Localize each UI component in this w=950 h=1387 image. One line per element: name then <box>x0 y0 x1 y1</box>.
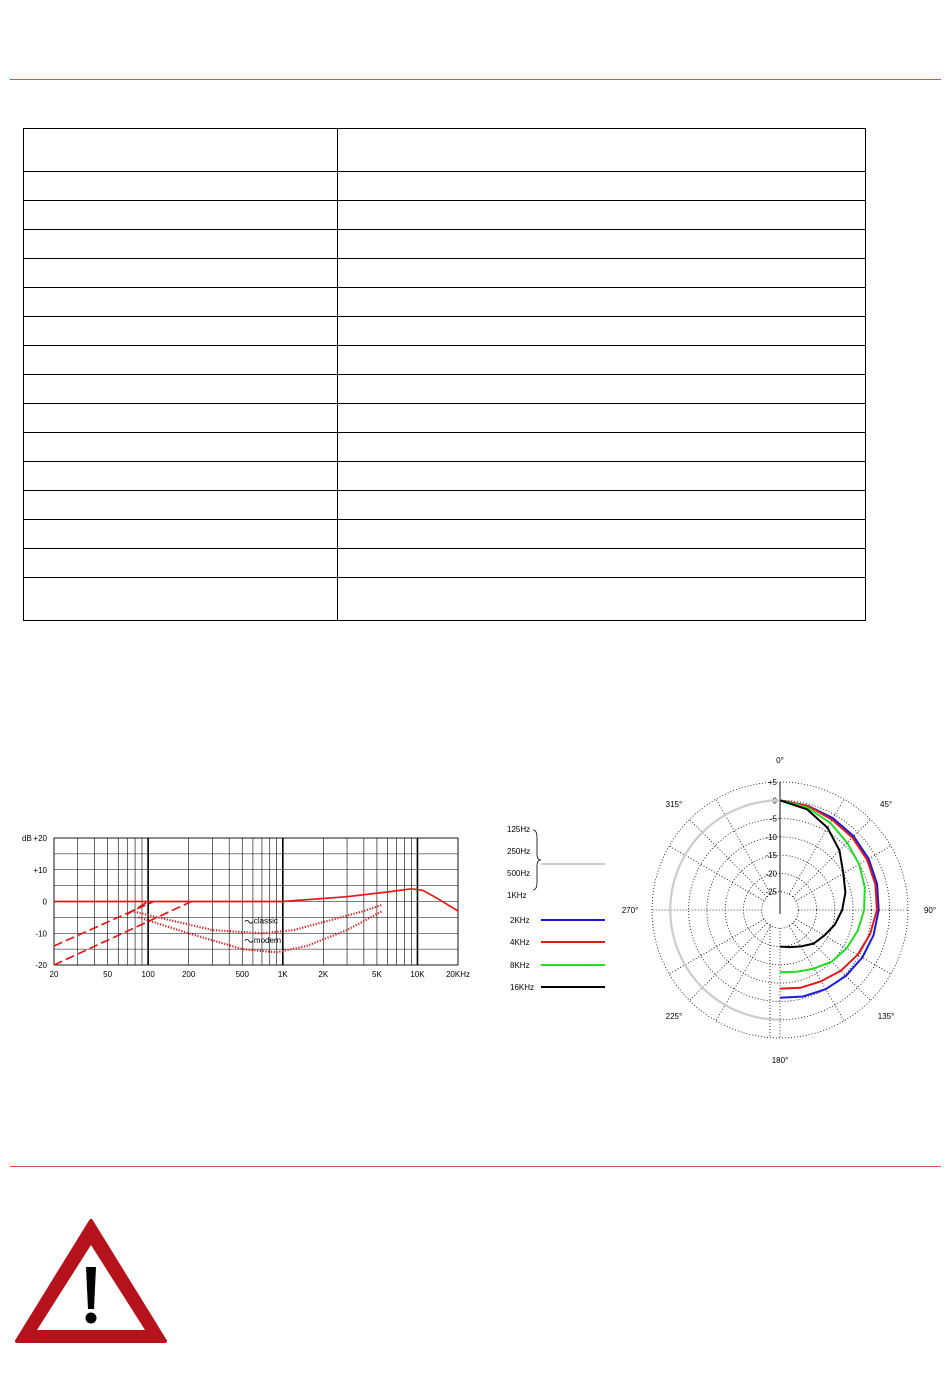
spec-label-cell <box>24 288 338 317</box>
polar-radial-label: 0 <box>772 796 777 806</box>
spec-value-cell <box>338 491 866 520</box>
freq-x-tick-label: 50 <box>103 970 113 979</box>
spec-label-cell <box>24 172 338 201</box>
spec-row <box>24 433 866 462</box>
spec-row <box>24 462 866 491</box>
spec-value-cell <box>338 520 866 549</box>
spec-value-cell <box>338 129 866 172</box>
legend-label: 8KHz <box>510 961 530 970</box>
polar-angle-label: 0° <box>776 756 784 765</box>
polar-spoke <box>669 919 764 974</box>
polar-pattern-chart <box>495 750 940 1070</box>
spec-row <box>24 172 866 201</box>
freq-y-tick-label: -10 <box>35 929 47 939</box>
polar-spoke <box>796 919 891 974</box>
legend-label: 2KHz <box>510 916 530 925</box>
spec-label-cell <box>24 578 338 621</box>
freq-series-dashed <box>54 902 154 947</box>
spec-table <box>23 128 866 621</box>
spec-value-cell <box>338 172 866 201</box>
freq-y-axis-label: dB <box>22 834 32 843</box>
polar-angle-label: 315° <box>665 799 683 809</box>
polar-radial-label: -20 <box>765 869 777 879</box>
polar-radial-label: -15 <box>765 851 777 861</box>
freq-x-tick-label: 200 <box>181 970 196 979</box>
spec-label-cell <box>24 375 338 404</box>
legend-brace-icon <box>533 830 541 890</box>
spec-value-cell <box>338 578 866 621</box>
freq-x-tick-label: 500 <box>235 970 249 979</box>
spec-row <box>24 201 866 230</box>
spec-label-cell <box>24 491 338 520</box>
spec-row <box>24 375 866 404</box>
freq-x-tick-label: 1K <box>277 970 288 979</box>
freq-y-tick-label: 0 <box>42 897 47 907</box>
freq-x-tick-label: 2K <box>318 970 329 979</box>
polar-spoke <box>793 819 871 897</box>
polar-spoke <box>689 923 767 1001</box>
spec-row <box>24 288 866 317</box>
spec-value-cell <box>338 317 866 346</box>
spec-label-cell <box>24 259 338 288</box>
freq-y-tick-label: +10 <box>33 865 47 875</box>
spec-value-cell <box>338 375 866 404</box>
spec-value-cell <box>338 549 866 578</box>
freq-x-tick-label: 10K <box>410 970 425 979</box>
spec-label-cell <box>24 129 338 172</box>
spec-label-cell <box>24 201 338 230</box>
annotation-tilde-icon <box>245 920 253 923</box>
spec-label-cell <box>24 549 338 578</box>
spec-label-cell <box>24 462 338 491</box>
spec-row <box>24 549 866 578</box>
spec-row <box>24 129 866 172</box>
spec-value-cell <box>338 288 866 317</box>
spec-value-cell <box>338 404 866 433</box>
spec-row <box>24 346 866 375</box>
legend-brace-label: 500Hz <box>507 869 531 878</box>
legend-label: 4KHz <box>510 938 530 947</box>
spec-value-cell <box>338 259 866 288</box>
spec-value-cell <box>338 462 866 491</box>
polar-angle-label: 45° <box>880 799 893 809</box>
frequency-response-chart <box>0 820 475 985</box>
spec-value-cell <box>338 230 866 259</box>
polar-spoke <box>689 819 767 897</box>
polar-spoke <box>716 926 771 1021</box>
freq-x-tick-label: 100 <box>141 970 155 979</box>
freq-x-tick-label: 5K <box>372 970 382 979</box>
spec-row <box>24 259 866 288</box>
freq-y-tick-label: -20 <box>35 961 47 970</box>
freq-x-tick-label: 20KHz <box>445 970 471 979</box>
spec-label-cell <box>24 433 338 462</box>
polar-radial-label: -25 <box>765 887 777 897</box>
top-divider <box>10 79 941 80</box>
polar-angle-label: 270° <box>621 906 639 915</box>
exclamation-dot <box>86 1313 97 1324</box>
spec-row <box>24 520 866 549</box>
polar-angle-label: 225° <box>665 1012 683 1022</box>
spec-label-cell <box>24 404 338 433</box>
annotation-tilde-icon <box>245 939 253 942</box>
polar-legend <box>507 825 605 992</box>
spec-row <box>24 230 866 259</box>
legend-brace-label: 250Hz <box>507 847 531 856</box>
spec-label-cell <box>24 346 338 375</box>
polar-spoke <box>669 846 764 901</box>
spec-row <box>24 578 866 621</box>
polar-radial-label: +5 <box>767 778 777 787</box>
freq-series-solid <box>54 889 458 911</box>
polar-angle-label: 90° <box>923 906 937 915</box>
polar-angle-label: 135° <box>877 1012 895 1022</box>
freq-annotation: classic <box>253 916 278 926</box>
spec-label-cell <box>24 230 338 259</box>
polar-radial-label: -10 <box>765 832 777 842</box>
spec-value-cell <box>338 201 866 230</box>
spec-value-cell <box>338 433 866 462</box>
polar-spoke <box>716 799 771 894</box>
spec-label-cell <box>24 317 338 346</box>
spec-label-cell <box>24 520 338 549</box>
spec-value-cell <box>338 346 866 375</box>
spec-row <box>24 491 866 520</box>
bottom-divider <box>10 1166 941 1167</box>
freq-x-tick-label: 20 <box>49 970 59 979</box>
freq-y-tick-label: +20 <box>33 834 47 843</box>
freq-annotation: modern <box>253 935 282 945</box>
warning-triangle-icon <box>14 1217 169 1345</box>
legend-label: 16KHz <box>510 983 535 992</box>
legend-brace-label: 1KHz <box>507 891 527 900</box>
polar-angle-label: 180° <box>771 1056 789 1065</box>
spec-row <box>24 317 866 346</box>
spec-row <box>24 404 866 433</box>
legend-brace-label: 125Hz <box>507 825 531 834</box>
polar-radial-label: -5 <box>769 814 777 824</box>
